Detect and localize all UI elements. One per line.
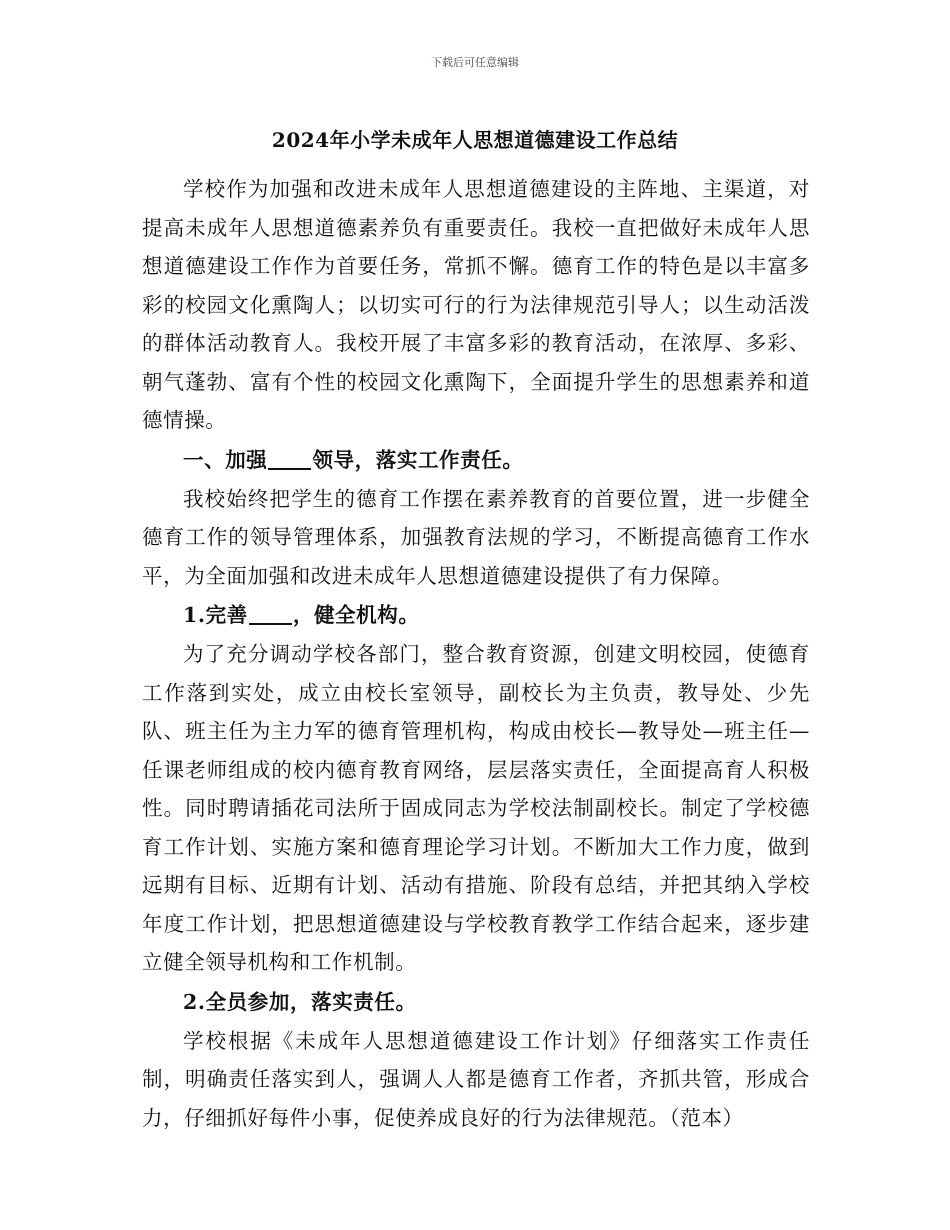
item-1-heading-before: 1.完善	[183, 603, 248, 627]
section-1-paragraph: 我校始终把学生的德育工作摆在素养教育的首要位置，进一步健全德育工作的领导管理体系，加强教育法规的学习，不断提高德育工作水平，为全面加强和改进未成年人思想道德建设提供了有力保障。	[142, 486, 810, 588]
item-2-heading: 2.全员参加，落实责任。	[183, 989, 417, 1014]
section-1-heading-after: 领导，落实工作责任。	[312, 447, 524, 472]
item-1-heading	[142, 595, 810, 635]
section-1-heading-before: 一、加强	[183, 447, 268, 472]
item-2-paragraph: 学校根据《未成年人思想道德建设工作计划》仔细落实工作责任制，明确责任落实到人，强调人人都是德育工作者，齐抓共管，形成合力，仔细抓好每件小事，促使养成良好的行为法律规范。（范本）	[142, 1028, 810, 1130]
item-1-paragraph: 为了充分调动学校各部门，整合教育资源，创建文明校园，使德育工作落到实处，成立由校长室领导，副校长为主负责，教导处、少先队、班主任为主力军的德育管理机构，构成由校长—教导处—班主任—任课老师组成的校内德育教育网络，层层落实责任，全面提高育人积极性。同时聘请插花司法所于固成同志为学校法制副校长。制定了学校德育工作计划、实施方案和德育理论学习计划。不断加大工作力度，做到远期有目标、近期有计划、活动有措施、阶段有总结，并把其纳入学校年度工作计划，把思想道德建设与学校教育教学工作结合起来，逐步建立健全领导机构和工作机制。	[142, 642, 810, 974]
item-1-heading-after: ，健全机构。	[292, 603, 420, 627]
header-note: 下载后可任意编辑	[431, 56, 519, 69]
fill-in-blank	[249, 603, 292, 626]
intro-paragraph: 学校作为加强和改进未成年人思想道德建设的主阵地、主渠道，对提高未成年人思想道德素养负有重要责任。我校一直把做好未成年人思想道德建设工作作为首要任务，常抓不懈。德育工作的特色是以丰富多彩的校园文化熏陶人；以切实可行的行为法律规范引导人；以生动活泼的群体活动教育人。我校开展了丰富多彩的教育活动，在浓厚、多彩、朝气蓬勃、富有个性的校园文化熏陶下，全面提升学生的思想素养和道德情操。	[142, 177, 810, 432]
document-title: 2024年小学未成年人思想道德建设工作总结	[271, 128, 679, 152]
section-1-heading	[142, 440, 810, 480]
document-body	[142, 170, 810, 1137]
fill-in-blank	[268, 447, 311, 470]
